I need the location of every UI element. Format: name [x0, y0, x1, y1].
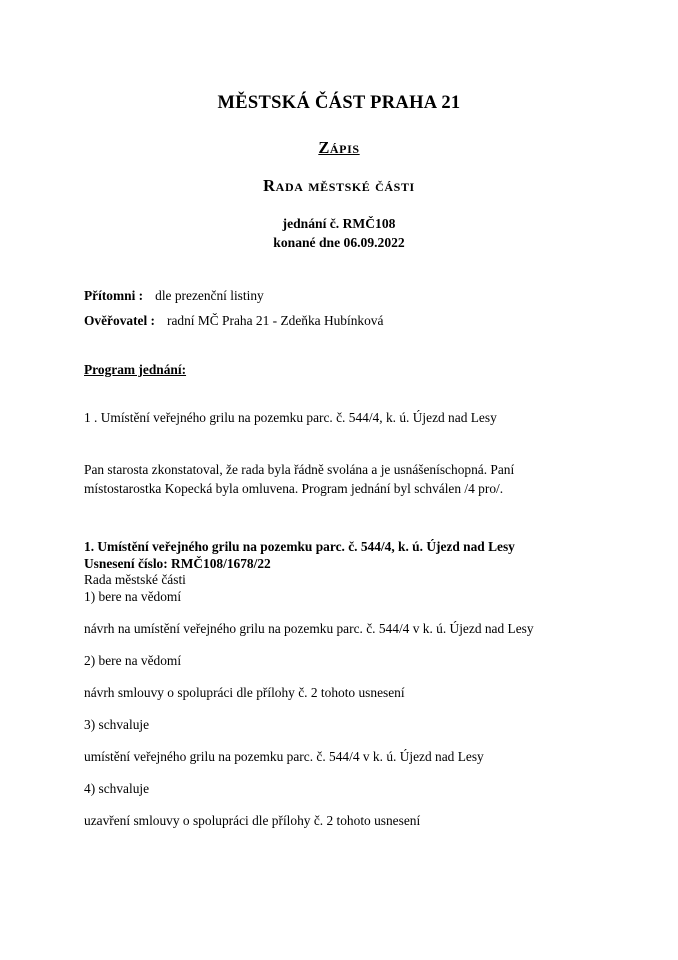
attendees-value: dle prezenční listiny — [155, 288, 264, 303]
attendees-row — [84, 286, 594, 305]
document-title: MĚSTSKÁ ČÁST PRAHA 21 — [217, 93, 461, 113]
opening-note: Pan starosta zkonstatoval, že rada byla řádně svolána a je usnášeníschopná. Paní místostarostka Kopecká byla omluvena. Program jednání byl schválen /4 pro/. — [84, 462, 515, 496]
document-type-heading: Zápis — [318, 138, 360, 157]
attendees-label: Přítomni : — [84, 288, 144, 303]
session-date-line: konané dne 06.09.2022 — [273, 235, 405, 250]
council-heading: Rada městské části — [263, 176, 415, 195]
verifier-label: Ověřovatel : — [84, 313, 156, 328]
resolution-clause-1: 1) bere na vědomí — [84, 588, 182, 604]
resolution-clause-6: umístění veřejného grilu na pozemku parc. č. 544/4 v k. ú. Újezd nad Lesy — [84, 748, 484, 764]
agenda-item-1: 1 . Umístění veřejného grilu na pozemku parc. č. 544/4, k. ú. Újezd nad Lesy — [84, 410, 497, 425]
agenda-heading-wrap — [84, 360, 594, 379]
resolution-clause-2: návrh na umístění veřejného grilu na pozemku parc. č. 544/4 v k. ú. Újezd nad Lesy — [84, 620, 534, 636]
session-block — [84, 214, 594, 252]
resolution-clause-5: 3) schvaluje — [84, 716, 150, 732]
resolution-clause-4: návrh smlouvy o spolupráci dle přílohy č. 2 tohoto usnesení — [84, 684, 405, 700]
session-number-line: jednání č. RMČ108 — [282, 216, 396, 231]
agenda-heading: Program jednání: — [84, 362, 187, 377]
verifier-value: radní MČ Praha 21 - Zdeňka Hubínková — [167, 313, 384, 328]
resolution-title: 1. Umístění veřejného grilu na pozemku parc. č. 544/4, k. ú. Újezd nad Lesy — [84, 539, 515, 554]
resolution-clause-3: 2) bere na vědomí — [84, 652, 182, 668]
resolution-clause-7: 4) schvaluje — [84, 780, 150, 796]
resolution-section — [84, 539, 594, 829]
resolution-body-name: Rada městské části — [84, 572, 186, 587]
resolution-clause-8: uzavření smlouvy o spolupráci dle přílohy č. 2 tohoto usnesení — [84, 812, 421, 828]
verifier-row — [84, 311, 594, 330]
resolution-number: Usnesení číslo: RMČ108/1678/22 — [84, 555, 271, 571]
